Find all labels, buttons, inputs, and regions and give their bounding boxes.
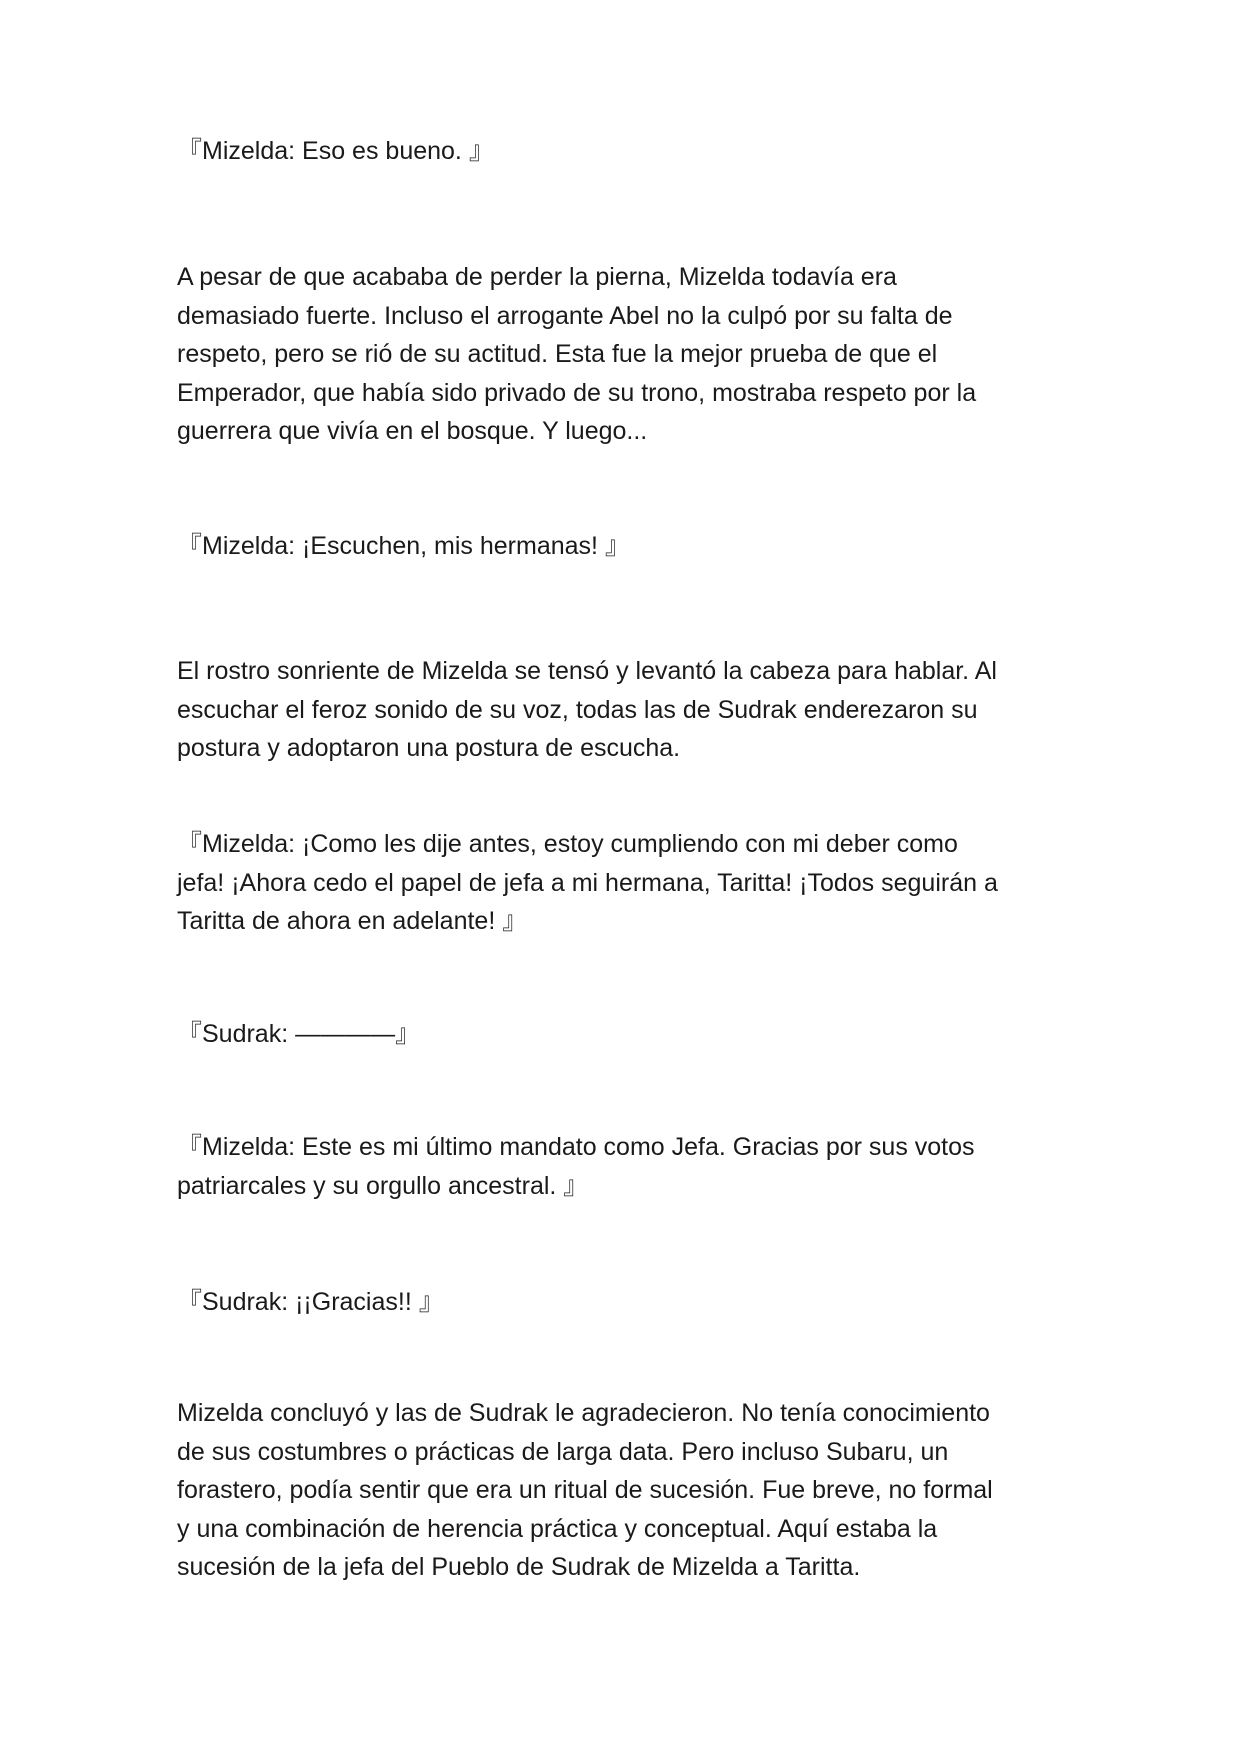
- narration-paragraph-3: Mizelda concluyó y las de Sudrak le agradecieron. No tenía conocimiento de sus costumbres o prácticas de larga data. Pero incluso Subaru, un forastero, podía sentir que era un ritual de sucesión. Fue breve, no formal y una combinación de herencia práctica y conceptual. Aquí estaba la sucesión de la jefa del Pueblo de Sudrak de Mizelda a Taritta.: [177, 1399, 993, 1581]
- dialogue-sudrak-1: 『Sudrak: ————』: [177, 1020, 421, 1048]
- dialogue-mizelda-2: 『Mizelda: ¡Escuchen, mis hermanas! 』: [177, 532, 630, 560]
- narration-paragraph-2: El rostro sonriente de Mizelda se tensó y levantó la cabeza para hablar. Al escuchar el feroz sonido de su voz, todas las de Sudrak enderezaron su postura y adoptaron una postura de escucha.: [177, 657, 997, 762]
- dialogue-sudrak-2: 『Sudrak: ¡¡Gracias!! 』: [177, 1288, 444, 1316]
- dialogue-mizelda-4: 『Mizelda: Este es mi último mandato como Jefa. Gracias por sus votos patriarcales y su orgullo ancestral. 』: [177, 1133, 975, 1200]
- dialogue-mizelda-3: 『Mizelda: ¡Como les dije antes, estoy cumpliendo con mi deber como jefa! ¡Ahora cedo el papel de jefa a mi hermana, Taritta! ¡Todos seguirán a Taritta de ahora en adelante! 』: [177, 830, 998, 935]
- dialogue-mizelda-1: 『Mizelda: Eso es bueno. 』: [177, 137, 494, 165]
- narration-paragraph-1: A pesar de que acababa de perder la pierna, Mizelda todavía era demasiado fuerte. Incluso el arrogante Abel no la culpó por su falta de respeto, pero se rió de su actitud. Esta fue la mejor prueba de que el Emperador, que había sido privado de su trono, mostraba respeto por la guerrera que vivía en el bosque. Y luego...: [177, 263, 977, 445]
